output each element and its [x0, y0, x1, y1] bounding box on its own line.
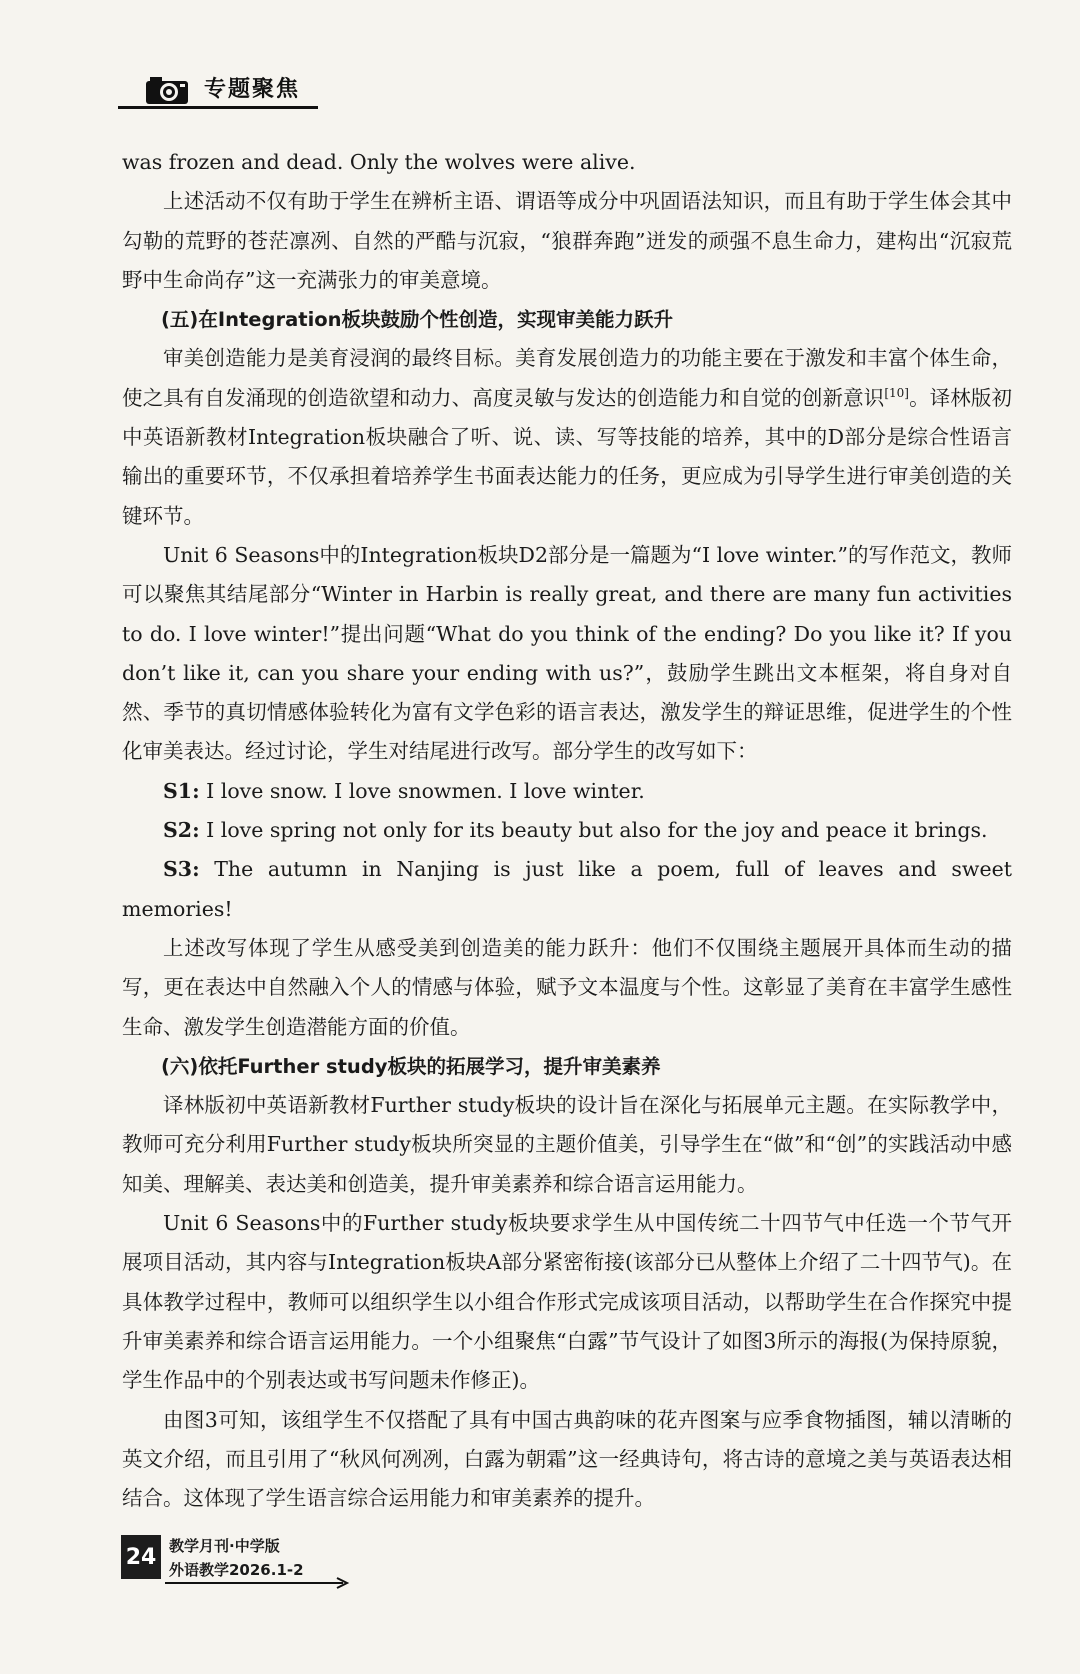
- running-header: [118, 66, 338, 114]
- student-sample-2: [122, 811, 1012, 850]
- paragraph: Unit 6 Seasons中的Further study板块要求学生从中国传统二十四节气中任选一个节气开展项目活动，其内容与Integration板块A部分紧密衔接(该部分已从整体上介绍了二十四节气)。在具体教学过程中，教师可以组织学生以小组合作形式完成该项目活动，以帮助学生在合作探究中提升审美素养和综合语言运用能力。一个小组聚焦“白露”节气设计了如图3所示的海报(为保持原貌，学生作品中的个别表达或书写问题未作修正)。: [122, 1211, 1012, 1393]
- paragraph: [122, 339, 1012, 535]
- paragraph-text: 审美创造能力是美育浸润的最终目标。美育发展创造力的功能主要在于激发和丰富个体生命，使之具有自发涌现的创造欲望和动力、高度灵敏与发达的创造能力和自觉的创新意识: [122, 346, 1012, 410]
- arrow-icon: [165, 1577, 355, 1593]
- journal-name: 教学月刊·中学版: [169, 1537, 280, 1555]
- paragraph: 由图3可知，该组学生不仅搭配了具有中国古典韵味的花卉图案与应季食物插图，辅以清晰的英文介绍，而且引用了“秋风何冽冽，白露为朝霜”这一经典诗句，将古诗的意境之美与英语表达相结合。这体现了学生语言综合运用能力和审美素养的提升。: [122, 1407, 1012, 1511]
- page-number: 24: [121, 1535, 161, 1579]
- paragraph-text: 。译林版初中英语新教材Integration板块融合了听、说、读、写等技能的培养，其中的D部分是综合性语言输出的重要环节，不仅承担着培养学生书面表达能力的任务，更应成为引导学生进行审美创造的关键环节。: [122, 385, 1013, 528]
- sample-text: The autumn in Nanjing is just like a poem, full of leaves and sweet memories!: [122, 857, 1012, 921]
- paragraph: 译林版初中英语新教材Further study板块的设计旨在深化与拓展单元主题。在实际教学中，教师可充分利用Further study板块所突显的主题价值美，引导学生在“做”和“创”的实践活动中感知美、理解美、表达美和创造美，提升审美素养和综合语言运用能力。: [122, 1093, 1012, 1196]
- student-sample-3: [122, 850, 1012, 929]
- journal-issue: 外语教学2026.1-2: [169, 1561, 304, 1579]
- section-title: 专题聚焦: [204, 77, 301, 102]
- sample-label: S2:: [163, 818, 200, 843]
- paragraph: 上述改写体现了学生从感受美到创造美的能力跃升：他们不仅围绕主题展开具体而生动的描写，更在表达中自然融入个人的情感与体验，赋予文本温度与个性。这彰显了美育在丰富学生感性生命、激发学生创造潜能方面的价值。: [122, 935, 1012, 1039]
- paragraph: was frozen and dead. Only the wolves were alive.: [122, 150, 636, 174]
- sample-label: S1:: [163, 778, 200, 803]
- page-footer: [121, 1535, 361, 1595]
- paragraph: Unit 6 Seasons中的Integration板块D2部分是一篇题为“I love winter.”的写作范文，教师可以聚焦其结尾部分“Winter in Harbin is really great, and there are many fun activities to do. I love winter!”提出问题“What do you think of the ending? Do you like it? If you don’t like it, can you share your ending with us?”，鼓励学生跳出文本框架，将自身对自然、季节的真切情感体验转化为富有文学色彩的语言表达，激发学生的辩证思维，促进学生的个性化审美表达。经过讨论，学生对结尾进行改写。部分学生的改写如下：: [122, 542, 1012, 764]
- section-heading-6: (六)依托Further study板块的拓展学习，提升审美素养: [161, 1054, 661, 1078]
- sample-label: S3:: [163, 857, 200, 882]
- article-body: [122, 143, 1012, 1518]
- citation-ref: [10]: [884, 385, 909, 400]
- sample-text: I love snow. I love snowmen. I love winter.: [199, 778, 645, 803]
- header-rule: [118, 106, 318, 109]
- student-sample-1: [122, 772, 1012, 811]
- sample-text: I love spring not only for its beauty but also for the joy and peace it brings.: [199, 818, 988, 843]
- paragraph: 上述活动不仅有助于学生在辨析主语、谓语等成分中巩固语法知识，而且有助于学生体会其中勾勒的荒野的苍茫凛冽、自然的严酷与沉寂，“狼群奔跑”迸发的顽强不息生命力，建构出“沉寂荒野中生命尚存”这一充满张力的审美意境。: [122, 189, 1012, 292]
- camera-icon: [144, 74, 190, 106]
- section-heading-5: (五)在Integration板块鼓励个性创造，实现审美能力跃升: [161, 308, 674, 332]
